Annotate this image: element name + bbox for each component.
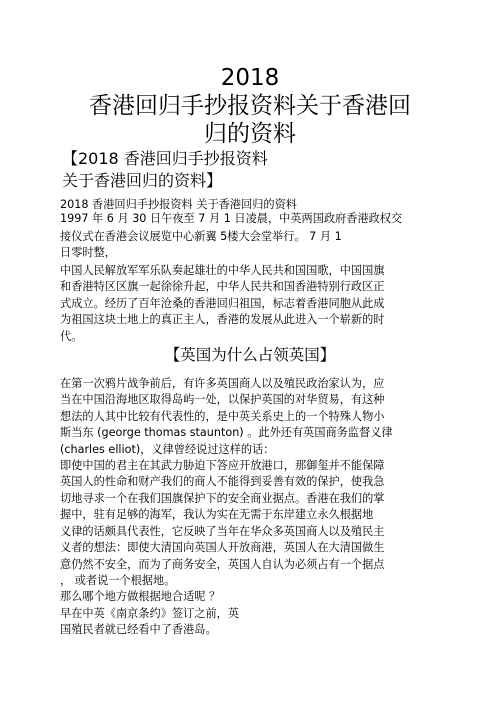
text-line: 那么哪个地方做根据地合适呢 ？ [60,590,221,603]
text-line: 早在中英《南京条约》签订之前，英 [60,607,240,620]
text-line: 义者的想法：即使大清国向英国人开放商港，英国人在大清国做生 [60,541,385,554]
title-line: 香港回归手抄报资料关于香港回 [89,93,411,119]
text-line: 在第一次鸦片战争前后，有许多英国商人以及殖民政治家认为，应 [60,377,385,390]
text-line: 2018 香港回归手抄报资料 关于香港回归的资料 [60,198,297,211]
subtitle-line: 【2018 香港回归手抄报资料 [62,149,268,168]
text-line: 接仪式在香港会议展览中心新翼 5楼大会堂举行。 7 月 1 [60,230,342,243]
section-heading: 【英国为什么占领英国】 [164,346,336,364]
text-line: (charles elliot)，义律曾经说过这样的话： [60,443,275,456]
text-line: 国殖民者就已经看中了香港岛。 [60,623,217,636]
text-line: 当在中国沿海地区取得岛屿一处，以保护英国的对华贸易，有这种 [60,393,385,406]
text-line: 切地寻求一个在我们国旗保护下的安全商业据点。香港在我们的掌 [60,492,385,505]
text-line: 斯当东 (george thomas staunton) 。此外还有英国商务监督义律 [60,426,393,439]
text-line: ， 或者说一个根据地。 [60,574,176,587]
text-line: 和香港特区区旗一起徐徐升起，中华人民共和国香港特别行政区正 [60,280,385,293]
title-line: 2018 [220,65,280,91]
text-line: 即使中国的君主在其武力胁迫下答应开放港口，那御玺并不能保障 [60,459,385,472]
text-line: 想法的人其中比较有代表性的，是中英关系史上的一个特殊人物小 [60,410,385,423]
text-line: 1997 年 6 月 30 日午夜至 7 月 1 日凌晨，中英两国政府香港政权交 [60,212,403,225]
document-subtitle [62,148,268,192]
text-line: 代。 [60,330,83,343]
text-line: 式成立。经历了百年沧桑的香港回归祖国，标志着香港同胞从此成 [60,297,385,310]
document-title [0,64,500,148]
subtitle-line: 关于香港回归的资料】 [62,171,223,190]
text-line: 义律的话颇具代表性，它反映了当年在华众多英国商人以及殖民主 [60,525,385,538]
text-line: 为祖国这块土地上的真正主人，香港的发展从此进入一个崭新的时 [60,313,385,326]
text-line: 日零时整， [60,246,116,259]
text-line: 意仍然不安全，而为了商务安全，英国人自认为必须占有一个据点 [60,558,385,571]
text-line: 英国人的性命和财产我们的商人不能得到妥善有效的保护，使我急 [60,475,385,488]
text-line: 握中，驻有足够的海军，我认为实在无需于东岸建立永久根据地 [60,508,374,521]
text-line: 中国人民解放军军乐队奏起雄壮的中华人民共和国国歌，中国国旗 [60,264,385,277]
title-line: 归的资料 [204,121,296,147]
